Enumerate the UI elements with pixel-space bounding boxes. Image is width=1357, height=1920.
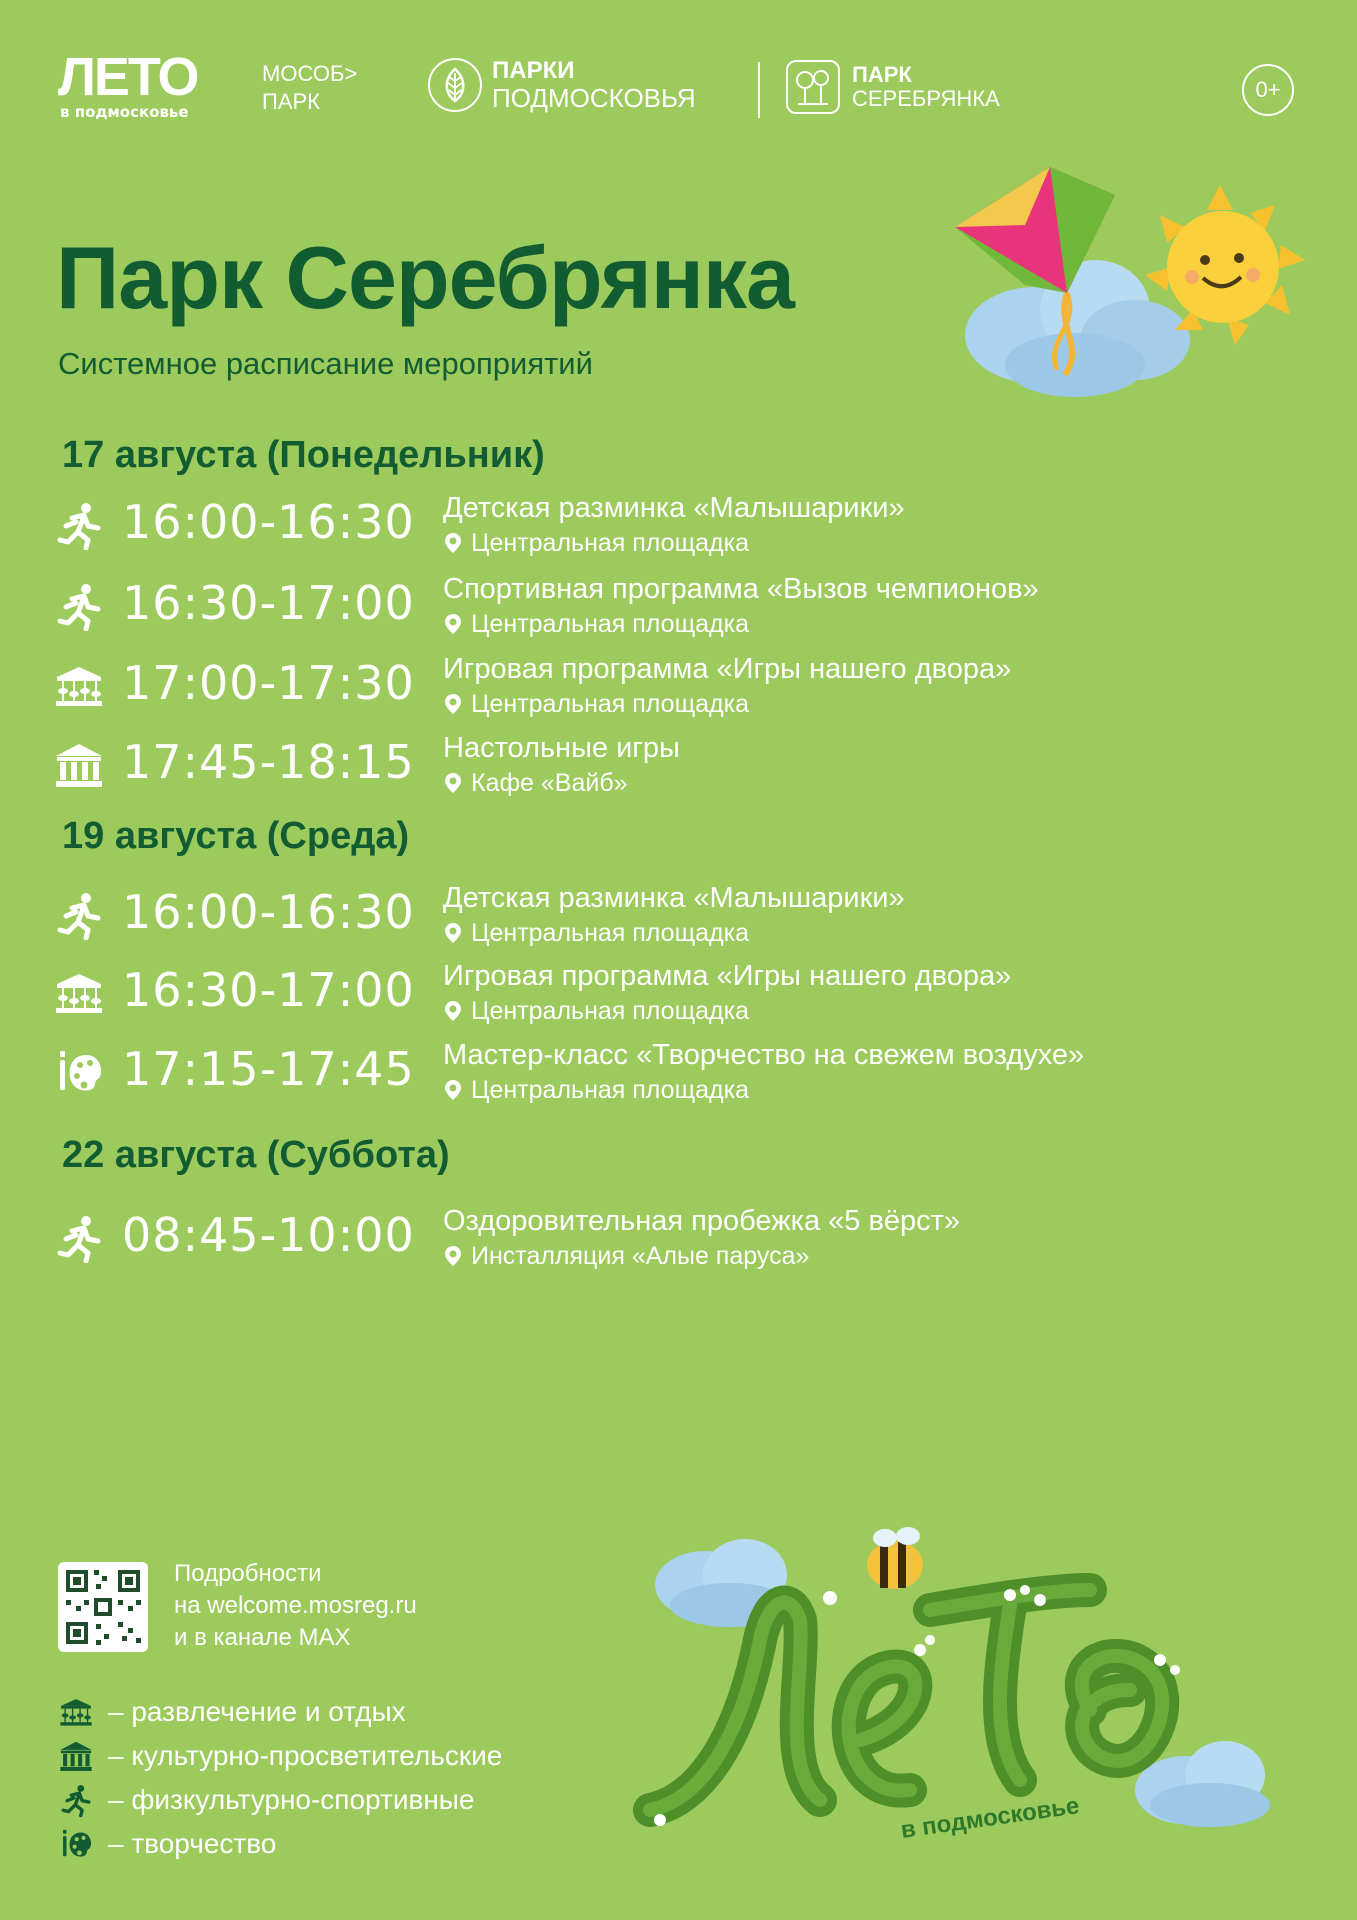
details-line: и в канале MAX [174,1624,351,1651]
tree-icon [786,60,840,114]
event-place [443,1241,809,1271]
museum-icon [54,740,104,790]
location-pin-icon [443,922,463,944]
museum-icon [56,1739,96,1773]
age-rating-badge: 0+ [1242,64,1294,116]
event-time: 16:30-17:00 [122,576,415,630]
day-heading: 22 августа (Суббота) [62,1134,450,1176]
serebryanka-logo-line1: ПАРК [852,62,912,87]
event-time: 16:00-16:30 [122,885,415,939]
leaf-icon [428,58,482,112]
event-place [443,1075,749,1105]
day-heading: 17 августа (Понедельник) [62,434,545,476]
event-name: Игровая программа «Игры нашего двора» [443,960,1012,992]
park-serebryanka-logo [786,60,1000,114]
page-title: Парк Серебрянка [56,228,794,327]
event-name: Мастер-класс «Творчество на свежем воздухе» [443,1039,1085,1071]
location-pin-icon [443,613,463,635]
qr-code[interactable] [58,1562,148,1652]
event-place [443,609,749,639]
event-name: Настольные игры [443,732,680,764]
event-name: Детская разминка «Малышарики» [443,492,905,524]
legend-text: – творчество [108,1828,277,1859]
schedule-event [54,962,1254,1034]
runner-icon [54,581,104,631]
palette-icon [56,1827,96,1861]
runner-icon [56,1783,96,1817]
location-pin-icon [443,772,463,794]
event-name: Детская разминка «Малышарики» [443,882,905,914]
event-time: 16:00-16:30 [122,495,415,549]
event-time: 17:45-18:15 [122,735,415,789]
carousel-icon [56,1695,96,1729]
details-link[interactable]: на welcome.mosreg.ru [174,1592,417,1619]
kite-sun-cloud-illustration [945,165,1315,415]
mosobpark-logo [262,60,357,116]
legend-text: – культурно-просветительские [108,1740,503,1771]
runner-icon [54,500,104,550]
location-pin-icon [443,1000,463,1022]
event-place-text: Инсталляция «Алые паруса» [471,1242,810,1270]
legend-text: – развлечение и отдых [108,1696,406,1727]
day-heading: 19 августа (Среда) [62,815,410,857]
parki-podmoskovya-logo [428,58,696,112]
runner-icon [54,890,104,940]
leto-grass-lettering-art [630,1520,1290,1860]
event-place-text: Центральная площадка [471,690,750,718]
event-place [443,528,749,558]
parki-logo-line2: ПОДМОСКОВЬЯ [492,83,696,113]
event-place-text: Центральная площадка [471,1076,750,1104]
event-place-text: Центральная площадка [471,919,750,947]
schedule-event [54,494,1254,566]
event-place-text: Центральная площадка [471,997,750,1025]
event-place-text: Кафе «Вайб» [471,769,628,797]
location-pin-icon [443,693,463,715]
page-subtitle: Системное расписание мероприятий [58,346,593,381]
legend-item [56,1822,502,1866]
event-place [443,918,749,948]
location-pin-icon [443,1079,463,1101]
schedule-event [54,1041,1254,1113]
leto-art-subtext: в подмосковье [899,1792,1081,1844]
mosobpark-logo-line2: ПАРК [262,89,320,114]
icon-legend [56,1690,502,1866]
schedule-event [54,734,1254,806]
event-time: 16:30-17:00 [122,963,415,1017]
event-place [443,768,628,798]
bee-icon [867,1527,923,1589]
leto-logo-subtext: в подмосковье [60,103,189,121]
legend-text: – физкультурно-спортивные [108,1784,475,1815]
legend-item [56,1778,502,1822]
event-place-text: Центральная площадка [471,529,750,557]
header-divider [758,62,760,118]
location-pin-icon [443,1245,463,1267]
schedule-event [54,1207,1254,1279]
carousel-icon [54,968,104,1018]
schedule-event [54,575,1254,647]
serebryanka-logo-line2: СЕРЕБРЯНКА [852,86,1000,111]
event-place [443,689,749,719]
details-line: Подробности [174,1560,322,1587]
mosobpark-logo-line1: МОСОБ> [262,61,358,86]
runner-icon [54,1213,104,1263]
schedule-event [54,655,1254,727]
schedule-event [54,884,1254,956]
event-place-text: Центральная площадка [471,610,750,638]
carousel-icon [54,661,104,711]
legend-item [56,1734,502,1778]
palette-icon [54,1047,104,1097]
event-time: 17:00-17:30 [122,656,415,710]
leto-logo [58,47,198,121]
event-time: 08:45-10:00 [122,1208,415,1262]
details-text [174,1558,417,1654]
leto-logo-text: ЛЕТО [58,47,198,107]
event-name: Оздоровительная пробежка «5 вёрст» [443,1205,961,1237]
event-place [443,996,749,1026]
parki-logo-line1: ПАРКИ [492,57,575,84]
event-name: Спортивная программа «Вызов чемпионов» [443,573,1039,605]
location-pin-icon [443,532,463,554]
event-name: Игровая программа «Игры нашего двора» [443,653,1012,685]
event-time: 17:15-17:45 [122,1042,415,1096]
legend-item [56,1690,502,1734]
